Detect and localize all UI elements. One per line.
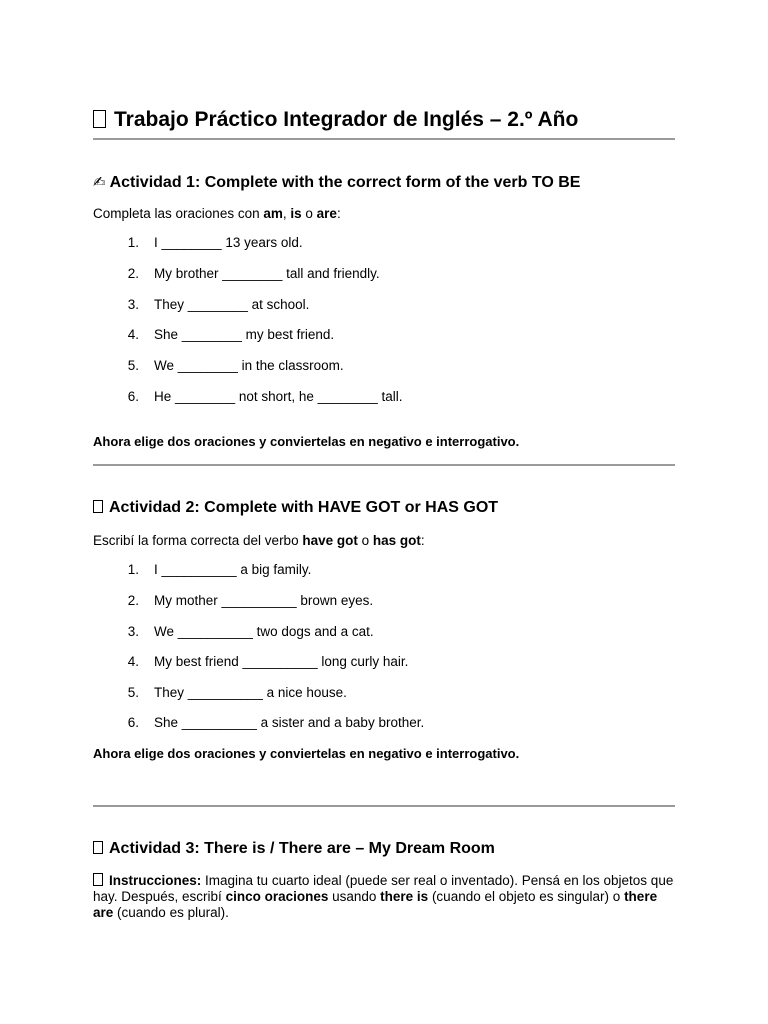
list-text: We ________ in the classroom. xyxy=(154,358,344,373)
activity1-intro xyxy=(93,206,341,222)
list-number: 6. xyxy=(127,715,139,730)
divider xyxy=(93,138,675,140)
instructions-bold: there are xyxy=(93,889,658,920)
list-text: My mother __________ brown eyes. xyxy=(154,593,374,608)
missing-glyph-icon xyxy=(93,873,103,886)
list-item xyxy=(93,562,311,577)
list-text: They ________ at school. xyxy=(154,297,310,312)
missing-glyph-icon xyxy=(93,500,103,513)
list-number: 3. xyxy=(127,297,139,312)
instructions-bold: cinco oraciones xyxy=(225,889,329,904)
intro-bold-is: is xyxy=(290,206,302,221)
missing-glyph-icon xyxy=(93,841,103,854)
intro-sep: , xyxy=(282,206,291,221)
activity2-heading xyxy=(93,499,498,517)
list-number: 4. xyxy=(127,654,139,669)
list-item xyxy=(93,685,347,700)
list-item xyxy=(93,654,408,669)
activity2-intro xyxy=(93,533,425,549)
list-text: My best friend __________ long curly hair. xyxy=(154,654,409,669)
intro-bold-am: am xyxy=(263,206,283,221)
list-item xyxy=(93,297,309,312)
list-text: I __________ a big family. xyxy=(154,562,312,577)
activity3-instructions xyxy=(93,873,675,921)
list-number: 2. xyxy=(127,266,139,281)
intro-sep: o xyxy=(357,533,373,548)
writing-hand-icon: ✍ xyxy=(93,174,106,191)
list-item xyxy=(93,624,374,639)
activity3-heading xyxy=(93,840,495,858)
divider xyxy=(93,805,675,807)
page-title-text: Trabajo Práctico Integrador de Inglés – 2.º Año xyxy=(114,108,579,131)
instructions-label: Instrucciones: xyxy=(109,873,202,888)
list-number: 4. xyxy=(127,327,139,342)
activity3-heading-text: Actividad 3: There is / There are – My Dream Room xyxy=(109,840,495,857)
intro-bold-are: are xyxy=(316,206,337,221)
list-number: 5. xyxy=(127,358,139,373)
list-number: 2. xyxy=(127,593,139,608)
list-item xyxy=(93,389,402,404)
intro-end: : xyxy=(420,533,425,548)
list-number: 5. xyxy=(127,685,139,700)
intro-text: Escribí la forma correcta del verbo xyxy=(93,533,303,548)
divider xyxy=(93,464,675,466)
list-text: She ________ my best friend. xyxy=(154,327,335,342)
instructions-text: (cuando es plural). xyxy=(113,905,229,920)
activity2-note: Ahora elige dos oraciones y conviertelas en negativo e interrogativo. xyxy=(93,746,520,761)
instructions-text: (cuando el objeto es singular) o xyxy=(428,889,625,904)
activity1-heading-text: Actividad 1: Complete with the correct form of the verb TO BE xyxy=(109,174,581,191)
intro-bold-has: has got xyxy=(372,533,421,548)
list-item xyxy=(93,593,373,608)
intro-bold-have: have got xyxy=(302,533,358,548)
list-text: She __________ a sister and a baby brother. xyxy=(154,715,425,730)
list-number: 1. xyxy=(127,562,139,577)
list-number: 1. xyxy=(127,235,139,250)
activity1-note: Ahora elige dos oraciones y conviertelas en negativo e interrogativo. xyxy=(93,434,520,449)
intro-end: : xyxy=(336,206,341,221)
missing-glyph-icon xyxy=(93,110,106,128)
activity2-heading-text: Actividad 2: Complete with HAVE GOT or HAS GOT xyxy=(109,499,499,516)
list-item xyxy=(93,266,380,281)
intro-sep: o xyxy=(301,206,317,221)
activity1-heading xyxy=(93,173,580,192)
instructions-bold: there is xyxy=(380,889,429,904)
list-item xyxy=(93,358,344,373)
list-text: I ________ 13 years old. xyxy=(154,235,303,250)
page-title xyxy=(93,108,578,132)
list-text: My brother ________ tall and friendly. xyxy=(154,266,380,281)
instructions-text: usando xyxy=(328,889,381,904)
list-number: 6. xyxy=(127,389,139,404)
list-text: We __________ two dogs and a cat. xyxy=(154,624,374,639)
list-text: He ________ not short, he ________ tall. xyxy=(154,389,403,404)
list-item xyxy=(93,327,334,342)
list-text: They __________ a nice house. xyxy=(154,685,347,700)
intro-text: Completa las oraciones con xyxy=(93,206,264,221)
instructions-text: Imagina tu cuarto ideal (puede ser real o inventado). Pensá en los objetos que hay. Después, escribí xyxy=(93,873,674,904)
list-item xyxy=(93,715,424,730)
list-item xyxy=(93,235,303,250)
list-number: 3. xyxy=(127,624,139,639)
